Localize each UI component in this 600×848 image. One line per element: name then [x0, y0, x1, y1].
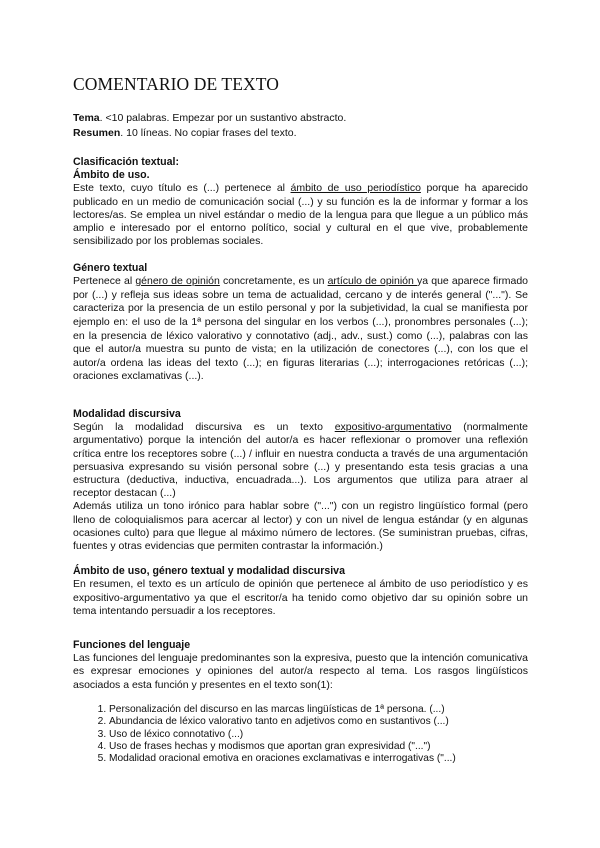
modalidad-section — [73, 408, 528, 553]
funciones-list — [73, 704, 528, 766]
modalidad-underline: expositivo-argumentativo — [334, 421, 452, 434]
genero-text-c: ya que aparece firmado por (...) y refleja sus ideas sobre un tema de actualidad, cercano y de interés general ("..."). Se caracteriza por la presencia de un estilo personal y por la subjetividad, la cual se manifiesta por ejemplo en: el uso de la 1ª persona del singular en los verbos (...), pronombres personales (...); en la presencia de léxico valorativo y connotativo (adj., adv., sust.) como (...), palabras con las que el autor/a muestra su punto de vista; en la utilización de conectores (...), con los que el autor/a ordena las ideas del texto (...); en figuras literarias (...); interrogaciones retóricas (...); oraciones exclamativas (...). — [73, 275, 528, 383]
funciones-heading: Funciones del lenguaje — [73, 639, 191, 651]
genero-underline-2: artículo de opinión — [327, 275, 417, 288]
clasificacion-heading: Clasificación textual: — [73, 156, 179, 168]
clasificacion-section — [73, 156, 528, 248]
resumen-text: . 10 líneas. No copiar frases del texto. — [120, 127, 297, 140]
ambito-paragraph — [73, 182, 528, 248]
ambito-text-b: porque ha aparecido publicado en un medio de comunicación social (...) y su función es la de informar y formar a los lectores/as. Se emplea un nivel estándar o medio de la lengua para que llegue a un público más amplio e interesado por el entorno político, social y cultural en el que vive, probablemente sensibilizado por los problemas sociales. — [73, 182, 528, 248]
modalidad-heading: Modalidad discursiva — [73, 408, 181, 420]
list-item: 4. Uso de frases hechas y modismos que aportan gran expresividad ("...") — [109, 741, 528, 753]
modalidad-text-a: Según la modalidad discursiva es un texto — [73, 421, 335, 434]
tema-label: Tema — [73, 112, 100, 124]
resumen-clasificacion-paragraph: En resumen, el texto es un artículo de opinión que pertenece al ámbito de uso periodístico y es expositivo-argumentativo ya que el escritor/a ha tenido como objetivo dar su opinión sobre un tema intentando persuadir a los receptores. — [73, 578, 528, 618]
modalidad-paragraph-1 — [73, 421, 528, 500]
genero-text-a: Pertenece al — [73, 275, 136, 288]
funciones-paragraph: Las funciones del lenguaje predominantes son la expresiva, puesto que la intención comunicativa es expresar emociones y opiniones del autor/a respecto al tema. Los rasgos lingüísticos asociados a esta función y presentes en el texto son(1): — [73, 652, 528, 691]
modalidad-text-b: (normalmente argumentativo) porque la intención del autor/a es hacer reflexionar o promover una reflexión crítica entre los receptores sobre (...) / influir en nuestra conducta a través de una argumentación persuasiva expresando su visión personal sobre (...) y presentando esta tesis gracias a una estructura (deductiva, inductiva, encuadrada...). Los argumentos que utiliza para atraer al receptor destacan (...) — [73, 421, 528, 500]
list-item: 5. Modalidad oracional emotiva en oraciones exclamativas e interrogativas ("...) — [109, 753, 528, 765]
tema-text: . <10 palabras. Empezar por un sustantivo abstracto. — [99, 112, 347, 124]
list-item: 2. Abundancia de léxico valorativo tanto en adjetivos como en sustantivos (...) — [109, 716, 528, 728]
ambito-underline: ámbito de uso periodístico — [290, 182, 421, 195]
genero-heading: Género textual — [73, 262, 148, 274]
resumen-label: Resumen — [73, 127, 121, 140]
resumen-clasificacion-section — [73, 565, 528, 619]
ambito-text-a: Este texto, cuyo título es (...) pertenece al — [73, 182, 291, 195]
funciones-section — [73, 639, 528, 766]
tema-line — [73, 112, 528, 125]
modalidad-paragraph-2: Además utiliza un tono irónico para hablar sobre ("...") con un registro lingüístico formal (pero lleno de coloquialismos para acercar al lector) y con un nivel de lengua estándar (y en algunas ocasiones culto) para que llegue al máximo número de lectores. (Se suministran pruebas, cifras, fuentes y otras evidencias que permiten contrastar la información.) — [73, 500, 528, 553]
genero-section — [73, 262, 528, 384]
list-item: 3. Uso de léxico connotativo (...) — [109, 729, 528, 741]
list-item: 1. Personalización del discurso en las marcas lingüísticas de 1ª persona. (...) — [109, 704, 528, 716]
genero-underline-1: género de opinión — [135, 275, 220, 288]
document-title: COMENTARIO DE TEXTO — [73, 74, 279, 94]
genero-text-b: concretamente, es un — [219, 275, 328, 288]
tema-resumen-block — [73, 112, 528, 140]
genero-paragraph — [73, 275, 528, 384]
resumen-clasificacion-heading: Ámbito de uso, género textual y modalidad discursiva — [73, 565, 345, 577]
ambito-subheading: Ámbito de uso. — [73, 169, 150, 182]
resumen-line — [73, 127, 528, 140]
